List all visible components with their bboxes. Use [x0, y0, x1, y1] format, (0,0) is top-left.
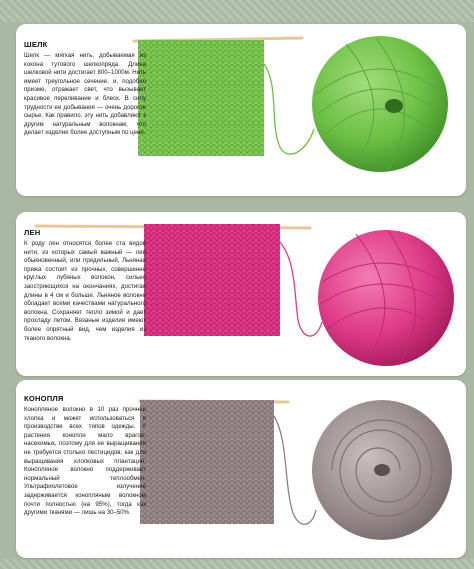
decorative-top-border [0, 0, 474, 22]
decorative-bottom-border [0, 559, 474, 569]
hemp-knit-swatch [140, 400, 274, 524]
hemp-description: Конопляное волокно в 10 раз прочнее хлопка и может использоваться в производстве всех типов одежды. У растения конопли мало врагов-насекомых, поэтому для ее выращивания не требуется столько пестицидов, как для выращивания хлопковых плантаций. Конопляное волокно поддерживает нормальный теплообмен. Ультрафиолетовое излучение задерживается конопляным волокном почти полностью (на 95%), тогда как другими тканями — лишь на 30–50%. [24, 406, 146, 517]
linen-yarn-ball [318, 230, 454, 366]
silk-yarn-ball [312, 36, 448, 172]
silk-knit-swatch [138, 40, 264, 156]
hemp-yarn-skein [312, 400, 452, 540]
linen-text-block [24, 228, 146, 343]
silk-text-block [24, 40, 146, 138]
linen-thread [280, 242, 322, 336]
linen-description: К роду лен относятся более ста видов нити, из которых самый важный — лен обыкновенный, или прядильный. Льняная пряжа состоит из прочных, совершенно круглых лубяных волокон, сильно заостряющихся на окончаниях, достигая длины в 4 см и больше. Льняное волокно обладает всеми качествами натурального волокна. Сохраняет тепло зимой и дает прохладу летом. Вязаные изделия имеют более опрятный вид, чем изделия из тканого волокна. [24, 240, 146, 342]
silk-thread [264, 64, 314, 154]
section-linen [16, 212, 466, 376]
linen-title: ЛЕН [24, 228, 41, 237]
linen-knit-swatch [144, 224, 280, 336]
silk-title: ШЕЛК [24, 40, 48, 49]
hemp-thread [274, 416, 316, 524]
silk-description: Шелк — мягкая нить, добываемая из кокона тутового шелкопряда. Длина шелковой нити достигает 800–1000м. Нить имеет треугольное сечение, и, подобно призме, отражает свет, что вызывает красивое переливание и блеск. В силу трудности ее добывания — очень дорогое сырье. Как правило, эту нить добавляют к другим натуральным волокнам, что делает изделие более доступным по цене. [24, 52, 146, 137]
section-hemp [16, 380, 466, 558]
hemp-title: КОНОПЛЯ [24, 394, 64, 403]
hemp-text-block [24, 394, 146, 518]
section-silk [16, 24, 466, 196]
